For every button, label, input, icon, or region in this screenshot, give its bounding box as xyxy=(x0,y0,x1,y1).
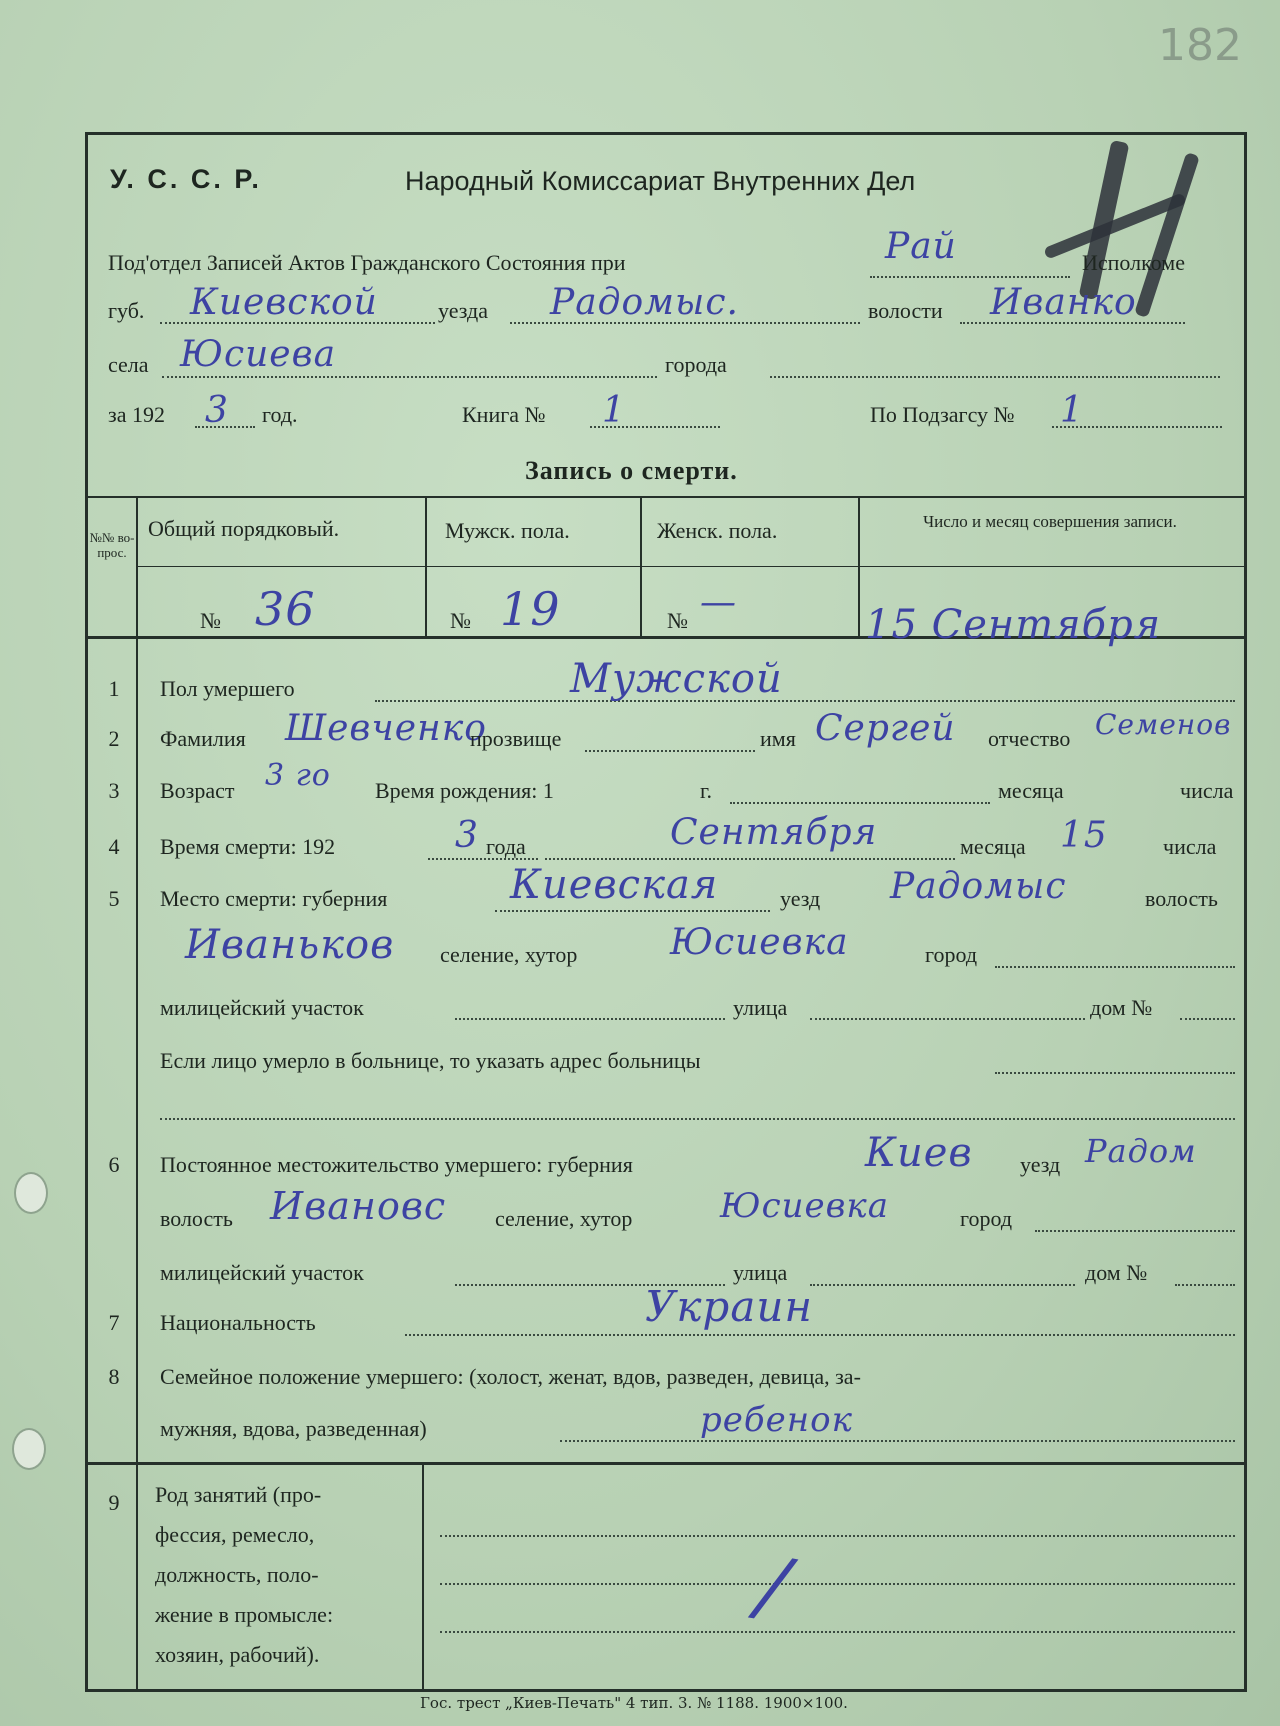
book-value: 1 xyxy=(602,390,626,431)
police-station-label: милицейский участок xyxy=(160,995,364,1020)
gub-label: губ. xyxy=(108,298,145,323)
volost-label: волости xyxy=(868,298,943,323)
death-place-label: Место смерти: губерния xyxy=(160,886,388,911)
death-place-gub-value: Киевская xyxy=(510,862,719,908)
occupation-line-2 xyxy=(440,1583,1235,1585)
male-no-prefix: № xyxy=(450,608,471,633)
res-volost-label: волость xyxy=(160,1206,233,1231)
police-station-line xyxy=(455,1018,725,1020)
street-2-line xyxy=(810,1284,1075,1286)
sex-line xyxy=(375,700,1235,702)
sub-label: По Подзагсу № xyxy=(870,402,1015,427)
nationality-label: Национальность xyxy=(160,1310,316,1335)
female-no-prefix: № xyxy=(667,608,688,633)
house-line xyxy=(1180,1018,1235,1020)
death-place-selo-value: Юсиевка xyxy=(670,922,849,963)
birth-day-label: числа xyxy=(1180,778,1234,803)
table-mid-line xyxy=(138,566,1245,567)
uezd-label: уезда xyxy=(438,298,488,323)
table-col-line xyxy=(640,496,642,636)
col-date-header: Число и месяц совершения записи. xyxy=(923,512,1177,531)
question-number: 4 xyxy=(108,834,120,859)
res-selo-value: Юсиевка xyxy=(720,1186,889,1226)
year-label-post: год. xyxy=(262,402,298,427)
death-place-uezd-value: Радомыс xyxy=(890,866,1067,907)
surname-value: Шевченко xyxy=(285,708,487,749)
sub-value: 1 xyxy=(1060,390,1084,431)
death-place-volost-label: волость xyxy=(1145,886,1218,911)
female-number-value: — xyxy=(700,582,737,623)
res-selo-label: селение, хутор xyxy=(495,1206,633,1231)
subdept-line xyxy=(870,276,1070,278)
patronymic-value: Семенов xyxy=(1095,708,1232,741)
occupation-label-4: жение в промысле: xyxy=(155,1602,334,1627)
residence-gub-value: Киев xyxy=(865,1130,973,1176)
question-number: 9 xyxy=(108,1490,120,1515)
house-2-label: дом № xyxy=(1085,1260,1148,1285)
col-male-header: Мужск. пола. xyxy=(445,518,570,543)
birth-month-label: месяца xyxy=(998,778,1064,803)
question-number: 8 xyxy=(108,1364,120,1389)
age-value: 3 го xyxy=(265,758,331,793)
archive-page-number: 182 xyxy=(1158,20,1242,71)
name-value: Сергей xyxy=(815,708,956,749)
hospital-label: Если лицо умерло в больнице, то указать адрес больницы xyxy=(160,1048,701,1073)
street-line xyxy=(810,1018,1085,1020)
death-place-volost-value: Иваньков xyxy=(185,922,395,968)
general-no-prefix: № xyxy=(200,608,221,633)
nickname-line xyxy=(585,750,755,752)
occupation-label-2: фессия, ремесло, xyxy=(155,1522,315,1547)
residence-label: Постоянное местожительство умершего: губерния xyxy=(160,1152,633,1177)
death-place-gorod-label: город xyxy=(925,942,978,967)
question-number: 1 xyxy=(108,676,120,701)
subdept-value: Рай xyxy=(885,226,957,267)
book-label: Книга № xyxy=(462,402,546,427)
residence-uezd-value: Радом xyxy=(1085,1132,1197,1170)
selo-value: Юсиева xyxy=(180,334,337,375)
male-number-value: 19 xyxy=(500,582,561,636)
patronymic-label: отчество xyxy=(988,726,1071,751)
occupation-col-line xyxy=(422,1462,424,1692)
name-label: имя xyxy=(760,726,796,751)
marital-value: ребенок xyxy=(700,1400,853,1440)
house-label: дом № xyxy=(1090,995,1153,1020)
binding-hole-bottom xyxy=(12,1428,46,1470)
table-top-line xyxy=(88,496,1245,498)
uezd-value: Радомыс. xyxy=(550,282,739,323)
res-volost-value: Ивановс xyxy=(270,1184,447,1228)
death-month-label: месяца xyxy=(960,834,1026,859)
gub-value: Киевской xyxy=(190,282,378,323)
question-number: 7 xyxy=(108,1310,120,1335)
year-value: 3 xyxy=(205,390,229,431)
occupation-label-3: должность, поло- xyxy=(155,1562,319,1587)
sex-value: Мужской xyxy=(570,656,783,702)
death-place-selo-label: селение, хутор xyxy=(440,942,578,967)
ispolkom-label: Исполкоме xyxy=(1082,250,1185,275)
street-label: улица xyxy=(733,995,788,1020)
subdept-label: Под'отдел Записей Актов Гражданского Состояния при xyxy=(108,250,626,275)
death-day-label: числа xyxy=(1163,834,1217,859)
age-label: Возраст xyxy=(160,778,235,803)
death-month-value: Сентября xyxy=(670,812,878,853)
question-number: 5 xyxy=(108,886,120,911)
general-number-value: 36 xyxy=(255,582,316,636)
binding-hole-top xyxy=(14,1172,48,1214)
record-date-value: 15 Сентября xyxy=(865,602,1162,648)
table-col-line xyxy=(136,496,138,1691)
occupation-label-1: Род занятий (про- xyxy=(155,1482,322,1507)
house-2-line xyxy=(1175,1284,1235,1286)
death-place-gorod-line xyxy=(995,966,1235,968)
occupation-line-1 xyxy=(440,1535,1235,1537)
occupation-value: / xyxy=(752,1538,796,1635)
death-day-value: 15 xyxy=(1060,815,1108,856)
year-label-pre: за 192 xyxy=(108,402,165,427)
nationality-line xyxy=(405,1334,1235,1336)
res-gorod-label: город xyxy=(960,1206,1013,1231)
street-2-label: улица xyxy=(733,1260,788,1285)
residence-uezd-label: уезд xyxy=(1020,1152,1061,1177)
res-gorod-line xyxy=(1035,1230,1235,1232)
occupation-label-5: хозяин, рабочий). xyxy=(155,1642,320,1667)
nationality-value: Украин xyxy=(645,1282,814,1331)
table-col-line xyxy=(858,496,860,636)
nickname-label: прозвище xyxy=(470,726,562,751)
birth-year-g: г. xyxy=(700,778,713,803)
republic-heading: У. С. С. Р. xyxy=(110,164,262,194)
hospital-line-2 xyxy=(160,1118,1235,1120)
col-female-header: Женск. пола. xyxy=(657,518,778,543)
marital-label: Семейное положение умершего: (холост, женат, вдов, разведен, девица, за- xyxy=(160,1364,861,1389)
question-number: 2 xyxy=(108,726,120,751)
marital-line xyxy=(560,1440,1235,1442)
death-year-value: 3 xyxy=(455,815,479,856)
occupation-line-3 xyxy=(440,1631,1235,1633)
gorod-label: города xyxy=(665,352,727,377)
selo-line xyxy=(162,376,657,378)
surname-label: Фамилия xyxy=(160,726,246,751)
marital-label-cont: мужняя, вдова, разведенная) xyxy=(160,1416,427,1441)
col-general-header: Общий порядковый. xyxy=(148,516,340,541)
death-place-gub-line xyxy=(495,910,770,912)
question-number: 6 xyxy=(108,1152,120,1177)
occupation-top-line xyxy=(88,1462,1245,1465)
selo-label: села xyxy=(108,352,149,377)
birth-line xyxy=(730,802,990,804)
death-year-g: года xyxy=(486,834,526,859)
death-month-line xyxy=(545,858,955,860)
table-col-line xyxy=(425,496,427,636)
volost-value: Иванко xyxy=(990,282,1137,323)
question-number: 3 xyxy=(108,778,120,803)
hospital-line-1 xyxy=(995,1072,1235,1074)
police-station-2-label: милицейский участок xyxy=(160,1260,364,1285)
gorod-line xyxy=(770,376,1220,378)
death-time-label: Время смерти: 192 xyxy=(160,834,336,859)
record-title: Запись о смерти. xyxy=(525,456,738,485)
death-place-uezd-label: уезд xyxy=(780,886,821,911)
col-question-header: №№ во- прос. xyxy=(89,530,135,560)
birth-label: Время рождения: 1 xyxy=(375,778,554,803)
commissariat-heading: Народный Комиссариат Внутренних Дел xyxy=(405,166,916,196)
sex-label: Пол умершего xyxy=(160,676,295,701)
printer-footer: Гос. трест „Киев-Печать" 4 тип. 3. № 1188. 1900×100. xyxy=(420,1694,848,1712)
